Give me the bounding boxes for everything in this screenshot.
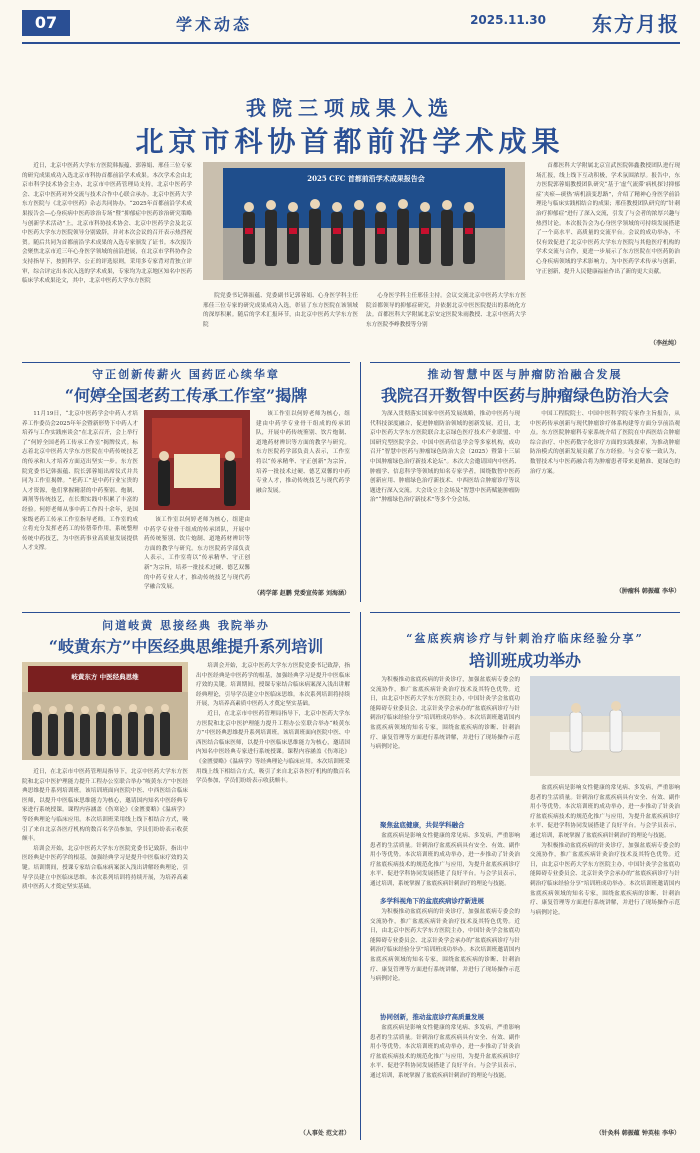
- section-a-photo: [144, 410, 250, 510]
- section-d-body-cont: 盆底疾病是影响女性健康的常见病、多发病，严重影响患者的生活质量。针刺治疗盆底疾病具有安全、有效、副作用小等优势。本次培训班的成功举办，进一步推动了针灸治疗盆底疾病技术的规范化推广与应用，为提升盆底疾病诊疗水平、促进学科协同发展搭建了良好平台。与会学员表示，通过培训，系统掌握了盆底疾病针刺治疗的理论与技能。: [530, 785, 680, 839]
- section-a-body: 11月19日，“北京中医药学会中药人才培养工作委员会2025年年会暨新形势下中药人才培养与工作实践座谈会”在北京召开，会上举行了“何婷全国老药工传承工作室”揭牌仪式。标志着北京中医药大学东方医院在中药传统技艺的传承和人才培养方面迈出坚实一步。东方医院党委书记韩振蕴、院长郭蓉娟出席仪式并共同为工作室揭牌。“老药工”是中药行业宝贵的人才资源，他们掌握精湛的中药鉴别、炮制、调剂等传统技艺，在长期实践中积累了丰富的经验。何婷老师从事中药工作四十余年，是国家级老药工传承工作室指导老师。工作室的成立将充分发挥老药工的传帮带作用，系统整理传统中药技艺，为中医药事业高质量发展提供人才支撑。: [22, 411, 138, 552]
- section-d-title: 培训班成功举办: [468, 651, 581, 670]
- section-d-column-1b: [370, 832, 520, 892]
- section-d-column-1: [370, 676, 520, 816]
- section-d-column-1d: [370, 1024, 520, 1139]
- section-b-body: 为深入贯彻落实国家中医药发展战略，推动中医药与现代科技深度融合，促进肿瘤防治领域的创新发展，近日，北京中医药大学东方医院联合北京绿色医疗技术产业联盟、中国研究型医院学会、中国中医药信息学会等多家机构，成功召开“智慧中医药与肿瘤绿色防治大会（2025）暨第十三届中国肿瘤绿色治疗新技术论坛”。本次大会邀请国内中医药、肿瘤学、信息科学等领域的知名专家学者，围绕数智中医药创新应用、肿瘤绿色治疗新技术、中西医结合肿瘤诊疗等议题进行深入交流。大会设立主会场及“智慧中医药赋能肿瘤防治”“肿瘤绿色治疗新技术”等多个分会场。: [370, 411, 520, 504]
- section-a-title: “何婷全国老药工传承工作室”揭牌: [64, 386, 308, 405]
- column-divider: [360, 362, 361, 602]
- section-a-body2: 该工作室以何婷老师为核心，组建由中药学专业骨干组成的传承团队，开展中药传统鉴别、饮片炮制、道地药材辨识等方面的教学与研究。东方医院药学部负责人表示，工作室将以“传承精华、守正创新”为宗旨，培养一批技术过硬、德艺双馨的中药专业人才，推动传统技艺与现代药学融合发展。: [144, 517, 250, 591]
- section-d-subhead-3: 协同创新，推动盆底诊疗高质量发展: [380, 1013, 484, 1021]
- paper-name: 东方月报: [592, 12, 680, 36]
- section-d-subhead-1: 聚焦盆底健康，共促学科融合: [380, 821, 465, 829]
- section-c-body: 近日，在北京市中医药管理局指导下，北京中医药大学东方医院和北京中医护理能力提升工程办公室联合举办“岐黄东方”中医经典思维提升系列培训班。该培训班面向医院中医、中西医结合临床医师，以提升中医临床思维能力为核心，邀请国内知名中医经典专家进行系统授课。课程内容涵盖《伤寒论》《金匮要略》《温病学》等经典理论与临床应用。本次培训班采用线上线下相结合方式，吸引了来自北京各医疗机构的数百名学员参加，学员们纷纷表示收获颇丰。: [22, 769, 188, 843]
- section-d-subhead-2: 多学科视角下的盆底疾病诊疗新进展: [380, 897, 484, 905]
- lead-column-3: [366, 292, 526, 352]
- section-d-column-1c: [370, 908, 520, 1008]
- section-d-body4: 盆底疾病是影响女性健康的常见病、多发病，严重影响患者的生活质量。针刺治疗盆底疾病具有安全、有效、副作用小等优势。本次培训班的成功举办，进一步推动了针灸治疗盆底疾病技术的规范化推广与应用，为提升盆底疾病诊疗水平、促进学科协同发展搭建了良好平台。与会学员表示，通过培训，系统掌握了盆底疾病针刺治疗的理论与技能。: [370, 1025, 520, 1079]
- section-b-body2: 中国工程院院士、中国中医科学院专家作主旨报告，从中医药传承创新与现代肿瘤诊疗体系构建等方面分享前沿观点。东方医院肿瘤科专家系统介绍了医院在中西医结合肿瘤综合治疗、中医药数字化诊疗方面的实践探索，为推动肿瘤防治模式的创新发展贡献了东方经验。与会专家一致认为，数智技术与中医药融合将为肿瘤患者带来更精准、更绿色的治疗方案。: [530, 411, 680, 475]
- section-d-column-2: [530, 784, 680, 1124]
- issue-date: 2025.11.30: [470, 13, 546, 27]
- page-header: [0, 0, 700, 52]
- section-b-column-2: [530, 410, 680, 580]
- column-divider-2: [360, 612, 361, 1140]
- header-rule: [22, 42, 680, 44]
- section-b-author: （肿瘤科 韩振蕴 李华）: [615, 588, 680, 595]
- section-a-photo-illustration: [144, 410, 250, 510]
- section-c-rule: [22, 612, 350, 613]
- section-a-band-title: 守正创新传薪火 国药匠心续华章: [92, 368, 280, 381]
- section-c-photo-banner: 岐黄东方 中医经典思维: [71, 673, 139, 681]
- section-a-column-1: [22, 410, 138, 600]
- section-c-title: “岐黄东方”中医经典思维提升系列培训: [48, 637, 324, 656]
- lead-photo: [203, 162, 525, 280]
- section-d-body: 为积极推动盆底疾病的针灸诊疗，加强盆底病专委会的交流协作，推广盆底疾病针灸治疗技术及其特色优势。近日，由北京中医药大学东方医院主办，中国针灸学会盆底功能障碍专业委员会、北京针灸学会承办的“盆底疾病诊疗与针刺治疗临床经验分享”培训班成功举办。本次培训班邀请国内盆底疾病领域的知名专家，围绕盆底疾病的诊断、针刺治疗、康复管理等方面进行系统讲解，并进行了现场操作示范与病例讨论。: [370, 677, 520, 751]
- section-name: 学术动态: [176, 15, 253, 34]
- section-d-photo: [530, 676, 680, 776]
- page-number: 07: [22, 10, 70, 36]
- lead-col1-text: 近日，北京中医药大学东方医院韩振蕴、郭蓉娟、邢佳三位专家的研究成果成功入选北京市科协首都前沿学术成果。本次学术会由北京市科学技术协会主办，北京市中医药管理局支持，北京中医药学会、北京中医药对外交流与技术合作中心联合承办。北京中医药大学东方医院与《北京中医药》杂志共同协办。“2025年首都前沿学术成果报告会—心身疾病中医药诊治专场”暨“抑郁症中医药诊治研究策略与创新学术活动”上，北京市科协技术协会、北京中医药学会及北京中医药大学东方医院领导分别致辞，并对本次会议的召开表示热烈祝贺。随后共同为首都前沿学术成果的入选专家颁发了证书。本次报告会聚焦北京市近三年心身医学领域的前沿进展，在北京市学科协作会支持指导下，按照科学、公正的评选原则，采用多专家背对背独立评审，综合评定出本次入选的学术成果，专家均为北京地区知名中医药临床学术成果论文，其中，北京中医药大学东方医院: [22, 163, 192, 285]
- section-a-body-cont: 该工作室以何婷老师为核心，组建由中药学专业骨干组成的传承团队，开展中药传统鉴别、饮片炮制、道地药材辨识等方面的教学与研究。东方医院药学部负责人表示，工作室将以“传承精华、守正创新”为宗旨，培养一批技术过硬、德艺双馨的中药专业人才，推动传统技艺与现代药学融合发展。: [256, 411, 350, 494]
- section-c-author: （人事处 范文君）: [299, 1130, 350, 1137]
- section-c-column-1: [22, 768, 188, 1138]
- lead-col2-text: 院党委书记韩振蕴、党委副书记郭蓉娟、心身医学科主任邢佳三位专家的研究成果成功入选，彰显了东方医院在该领域的深厚积累。随后的学术汇报环节，由北京中医药大学东方医院: [203, 293, 358, 328]
- section-a-author: （药学部 赵鹏 党委宣传部 刘海涵）: [253, 590, 350, 597]
- section-d-body-cont2: 为积极推动盆底疾病的针灸诊疗，加强盆底病专委会的交流协作，推广盆底疾病针灸治疗技术及其特色优势。近日，由北京中医药大学东方医院主办，中国针灸学会盆底功能障碍专业委员会、北京针灸学会承办的“盆底疾病诊疗与针刺治疗临床经验分享”培训班成功举办。本次培训班邀请国内盆底疾病领域的知名专家，围绕盆底疾病的诊断、针刺治疗、康复管理等方面进行系统讲解，并进行了现场操作示范与病例讨论。: [530, 842, 680, 916]
- lead-photo-banner: 2025 CFC 首都前沿学术成果报告会: [307, 174, 425, 183]
- section-c-body-cont: 培训会开始，北京中医药大学东方医院党委书记致辞，指出中医经典是中医药学的根基，加强经典学习是提升中医临床疗效的关键。培训期间，授课专家结合临床病案深入浅出讲解经典理论，引导学员建立中医临床思维。本次系列培训将持续开展，为培养高素质中医药人才奠定坚实基础。: [196, 663, 350, 708]
- section-c-body2: 培训会开始，北京中医药大学东方医院党委书记致辞，指出中医经典是中医药学的根基，加强经典学习是提升中医临床疗效的关键。培训期间，授课专家结合临床病案深入浅出讲解经典理论，引导学员建立中医临床思维。本次系列培训将持续开展，为培养高素质中医药人才奠定坚实基础。: [22, 845, 188, 891]
- lead-column-4: [536, 162, 680, 340]
- section-c-band-title: 问道岐黄 思接经典 我院举办: [102, 619, 270, 632]
- section-d-author: （针灸科 韩振蕴 钟英桂 李华）: [595, 1130, 680, 1137]
- section-b-band-title: 推动智慧中医与肿瘤防治融合发展: [427, 368, 623, 381]
- section-c-column-2: [196, 662, 350, 1127]
- lead-author: （李丝纯）: [649, 340, 680, 347]
- lead-column-2: [203, 292, 358, 352]
- section-a-column-3: [256, 410, 350, 580]
- section-d-body3: 为积极推动盆底疾病的针灸诊疗，加强盆底病专委会的交流协作，推广盆底疾病针灸治疗技术及其特色优势。近日，由北京中医药大学东方医院主办，中国针灸学会盆底功能障碍专业委员会、北京针灸学会承办的“盆底疾病诊疗与针刺治疗临床经验分享”培训班成功举办。本次培训班邀请国内盆底疾病领域的知名专家，围绕盆底疾病的诊断、针刺治疗、康复管理等方面进行系统讲解，并进行了现场操作示范与病例讨论。: [370, 909, 520, 983]
- section-d-body2: 盆底疾病是影响女性健康的常见病、多发病，严重影响患者的生活质量。针刺治疗盆底疾病具有安全、有效、副作用小等优势。本次培训班的成功举办，进一步推动了针灸治疗盆底疾病技术的规范化推广与应用，为提升盆底疾病诊疗水平、促进学科协同发展搭建了良好平台。与会学员表示，通过培训，系统掌握了盆底疾病针刺治疗的理论与技能。: [370, 833, 520, 887]
- section-c-body-cont2: 近日，在北京市中医药管理局指导下，北京中医药大学东方医院和北京中医护理能力提升工程办公室联合举办“岐黄东方”中医经典思维提升系列培训班。该培训班面向医院中医、中西医结合临床医师，以提升中医临床思维能力为核心，邀请国内知名中医经典专家进行系统授课。课程内容涵盖《伤寒论》《金匮要略》《温病学》等经典理论与临床应用。本次培训班采用线上线下相结合方式，吸引了来自北京各医疗机构的数百名学员参加，学员们纷纷表示收获颇丰。: [196, 710, 350, 785]
- section-a-rule: [22, 362, 350, 363]
- section-b-column-1: [370, 410, 520, 602]
- section-d-band-title: “盆底疾病诊疗与针刺治疗临床经验分享”: [406, 632, 644, 645]
- section-b-title: 我院召开数智中医药与肿瘤绿色防治大会: [380, 386, 669, 405]
- lead-col3-text: 心身医学科主任邢佳主持。会议交流北京中医药大学东方医院首都领导的抑郁症研究，并依据北京中医医院提出的系统化方法。首都医科大学附属北京安定医院朱雨教授、北京中医药大学东方医院李峥教授等分别: [366, 293, 526, 328]
- section-c-photo: [22, 662, 188, 760]
- section-d-rule: [370, 612, 680, 613]
- lead-column-1: [22, 162, 192, 352]
- section-b-rule: [370, 362, 680, 363]
- lead-col4-text: 首都医科大学附属北京宣武医院韩鑫教授团队进行现场汇报，线上线下互动积极，学术氛围浓厚。报告中，东方医院郭蓉娟教授团队研究“基于‘虚气流滞’病机探讨抑郁症‘夹瘀—痰热’病机演变思路”，介绍了精神心身医学前沿理论与临床实践相结合的成果；邢佳教授团队研究的“针刺治疗抑郁症”进行了深入交流，引发了与会者的浓厚兴趣与热烈讨论。本次报告会为心身医学领域的可持续发展搭建了一个高水平、高质量的交流平台。会议的成功举办，不仅有效促进了北京中医药大学东方医院与其他医疗机构的学术交流与合作，更进一步展示了东方医院在中医药防治心身疾病领域的学术影响力，为中医药学术传承与创新，守正创新，提升人民健康福祉作出了新的更大贡献。: [536, 163, 680, 275]
- section-d-photo-illustration: [530, 676, 680, 776]
- lead-title: 北京市科协首都前沿学术成果: [135, 125, 565, 158]
- lead-kicker: 我院三项成果入选: [246, 96, 454, 120]
